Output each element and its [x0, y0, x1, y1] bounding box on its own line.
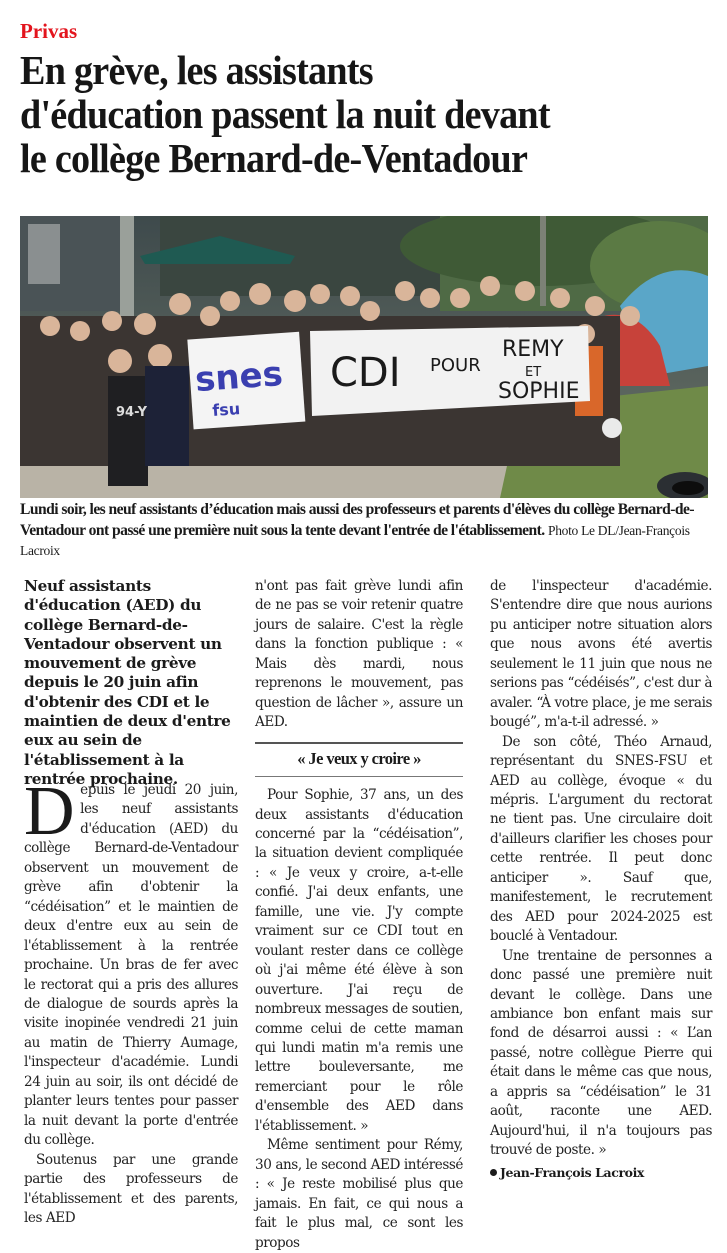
- headline: [20, 48, 671, 180]
- et-banner-text: ET: [525, 365, 542, 380]
- photo-illustration: [20, 216, 708, 498]
- sophie-banner-text: SOPHIE: [498, 379, 580, 404]
- fsu-banner-text: fsu: [211, 399, 241, 420]
- subheading-block: [255, 742, 463, 777]
- paragraph: Pour Sophie, 37 ans, un des deux assistants d'éducation concerné par la “cédéisation”, la situation devient compliquée : « Je veux y croire, a-t-elle confié. J'ai deux enfants, une famille, une vie. J'y compte vraiment sur ce CDI tout en voulant rester dans ce collège où j'ai même été élève à son ouverture. J'ai reçu de nombreux messages de soutien, comme celui de cette maman qui lundi matin m'a remis une lettre bouleversante, me remerciant pour le rôle d'ensemble des AED dans l'établissement. »: [255, 787, 463, 1134]
- caption-text: Lundi soir, les neuf assistants d’éducation mais aussi des professeurs et parents d'élèves du collège Bernard-de-Ventadour ont passé une première nuit sous la tente devant l'entrée de l'établissement.: [20, 501, 694, 539]
- bullet-icon: [490, 1169, 497, 1176]
- paragraph: Une trentaine de personnes a donc passé une première nuit devant le collège. Dans une ambiance bon enfant mais sur fond de désarroi aussi : « L’an passé, notre collègue Pierre qui était dans le même cas que nous, a appris sa “cédéisation” le 31 août, raconte une AED. Aujourd'hui, il n'a toujours pas trouvé de poste. »: [490, 947, 712, 1159]
- photo-caption: [20, 500, 710, 562]
- drop-cap: D: [24, 773, 75, 850]
- paragraph: n'ont pas fait grève lundi afin de ne pas se voir retenir quatre jours de salaire. C'est la règle dans la fonction publique : « Mais dès mardi, nous reprenons le mouvement, pas question de lâcher », assure un AED.: [255, 578, 463, 731]
- photo-credit: Photo Le DL/Jean-François Lacroix: [20, 522, 690, 558]
- remy-banner-text: REMY: [502, 337, 564, 362]
- section-kicker: Privas: [20, 19, 78, 43]
- paragraph: Même sentiment pour Rémy, 30 ans, le second AED intéressé : « Je reste mobilisé plus que jamais. En fait, ce qui nous a fait le plus mal, ce sont les propos: [255, 1137, 463, 1251]
- author-signature: [490, 1163, 712, 1182]
- article-column-1: [24, 773, 238, 1228]
- cdi-banner-text: CDI: [330, 350, 401, 396]
- article-column-3: [490, 577, 712, 1182]
- paragraph: de l'inspecteur d'académie. S'entendre dire que nous aurions pu anticiper notre situation alors que nous avons été avertis seulement le 11 juin que nous ne serions pas “cédéisés”, c'est dur à avaler. “À votre place, je me serais bougé”, m'a-t-il adressé. »: [490, 578, 712, 731]
- article-column-2: [255, 577, 463, 1253]
- headline-line: En grève, les assistants: [20, 47, 373, 93]
- shirt-text: 94-Y: [116, 405, 147, 420]
- headline-line: le collège Bernard-de-Ventadour: [20, 135, 528, 181]
- headline-line: d'éducation passent la nuit devant: [20, 91, 550, 137]
- paragraph: De son côté, Théo Arnaud, représentant du SNES-FSU et AED au collège, évoque « du mépris. L'argument du rectorat ne tient pas. Une circulaire doit d'ailleurs clarifier les choses pour cette rentrée. Il peut donc anticiper ». Sauf que, manifestement, le recrutement des AED pour 2024-2025 est bouclé à Ventadour.: [490, 733, 712, 945]
- article-intro: Neuf assistants d'éducation (AED) du collège Bernard-de-Ventadour observent un mouvement de grève depuis le 20 juin afin d'obtenir des CDI et le maintien de deux d'entre eux au sein de l'établissement à la rentrée prochaine.: [24, 577, 231, 788]
- paragraph: Soutenus par une grande partie des professeurs de l'établissement et des parents, les AED: [24, 1151, 238, 1226]
- author-name: Jean-François Lacroix: [500, 1164, 644, 1180]
- pour-banner-text: POUR: [430, 355, 481, 376]
- subheading: « Je veux y croire »: [297, 748, 421, 768]
- paragraph-text: epuis le jeudi 20 juin, les neuf assistants d'éducation (AED) du collège Bernard-de-Ventadour observent un mouvement de grève afin d'obtenir la “cédéisation” et le maintien de deux d'entre eux au sein de l'établissement à la rentrée prochaine. Un bras de fer avec le rectorat qui a pris des allures de dialogue de sourds après la visite inopinée vendredi 21 juin au matin de Thierry Aumage, l'inspecteur d'académie. Lundi 24 juin au soir, ils ont décidé de planter leurs tentes pour passer la nuit devant la porte d'entrée du collège.: [24, 782, 238, 1149]
- snes-banner-text: snes: [193, 354, 285, 401]
- article-photo: [20, 216, 708, 498]
- paragraph: [24, 773, 238, 1151]
